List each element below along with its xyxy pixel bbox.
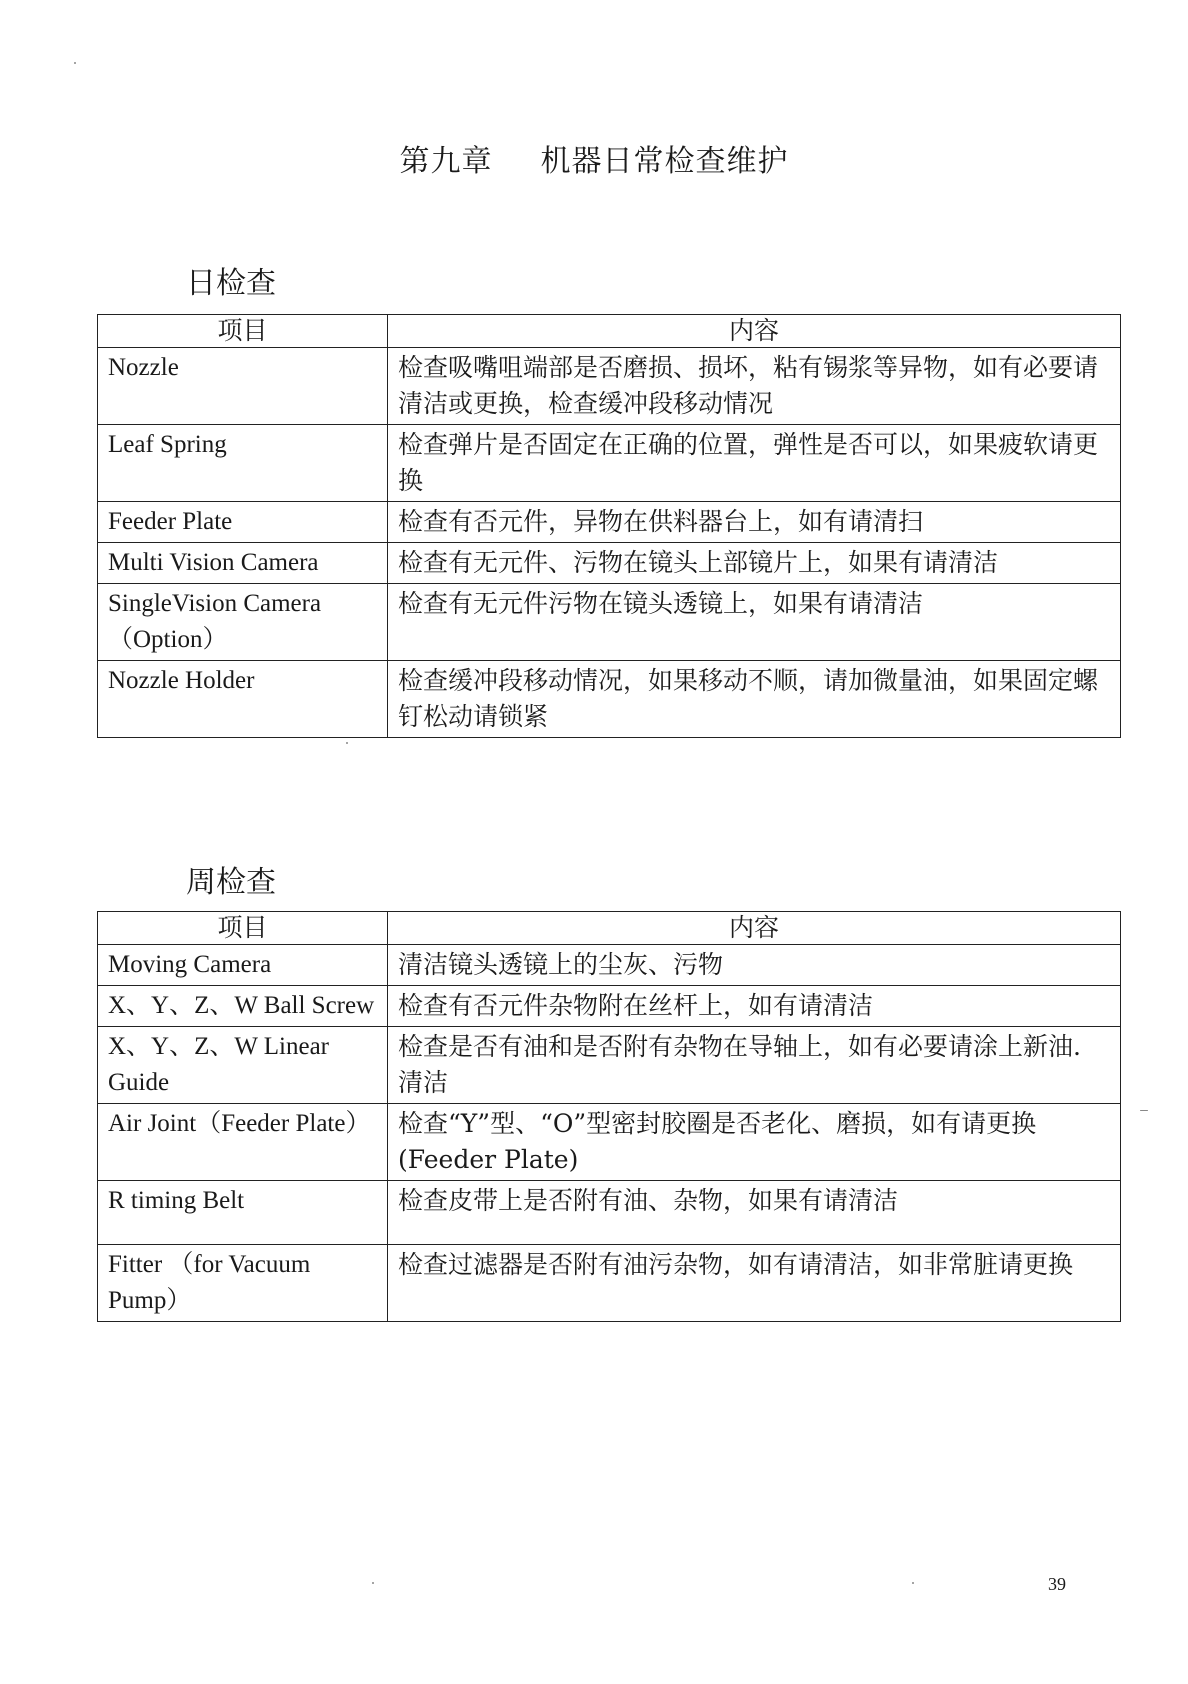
row-content: 检查弹片是否固定在正确的位置，弹性是否可以，如果疲软请更换	[388, 425, 1121, 502]
table-row	[98, 543, 1121, 584]
header-item: 项目	[98, 912, 388, 945]
row-item: R timing Belt	[98, 1181, 388, 1245]
page-number: 39	[1048, 1574, 1066, 1594]
chapter-name: 机器日常检查维护	[540, 144, 789, 179]
row-item: SingleVision Camera（Option）	[98, 584, 388, 661]
table-row	[98, 661, 1121, 738]
row-content: 检查皮带上是否附有油、杂物，如果有请清洁	[388, 1181, 1121, 1245]
daily-table	[97, 314, 1121, 738]
row-item: Feeder Plate	[98, 502, 388, 543]
table-row	[98, 1104, 1121, 1181]
row-content: 检查有否元件杂物附在丝杆上，如有请清洁	[388, 986, 1121, 1027]
row-content: 检查过滤器是否附有油污杂物，如有请清洁，如非常脏请更换	[388, 1245, 1121, 1322]
header-item: 项目	[98, 315, 388, 348]
row-content: 检查有否元件，异物在供料器台上，如有请清扫	[388, 502, 1121, 543]
daily-heading: 日检查	[186, 266, 276, 301]
row-content: 检查有无元件、污物在镜头上部镜片上，如果有请清洁	[388, 543, 1121, 584]
table-row	[98, 584, 1121, 661]
table-row	[98, 1181, 1121, 1245]
chapter-title	[0, 136, 1188, 180]
table-row	[98, 425, 1121, 502]
table-row	[98, 348, 1121, 425]
row-item: Moving Camera	[98, 945, 388, 986]
row-item: Multi Vision Camera	[98, 543, 388, 584]
chapter-number: 第九章	[399, 144, 493, 179]
table-row	[98, 945, 1121, 986]
table-row	[98, 986, 1121, 1027]
row-item: X、Y、Z、W Ball Screw	[98, 986, 388, 1027]
row-content: 清洁镜头透镜上的尘灰、污物	[388, 945, 1121, 986]
row-content: 检查吸嘴咀端部是否磨损、损坏，粘有锡浆等异物，如有必要请清洁或更换，检查缓冲段移动情况	[388, 348, 1121, 425]
row-content: 检查有无元件污物在镜头透镜上，如果有请清洁	[388, 584, 1121, 661]
scan-speck	[912, 1582, 914, 1584]
table-row	[98, 1027, 1121, 1104]
row-content: 检查缓冲段移动情况，如果移动不顺，请加微量油，如果固定螺钉松动请锁紧	[388, 661, 1121, 738]
row-item: Nozzle Holder	[98, 661, 388, 738]
weekly-table	[97, 911, 1121, 1322]
scan-speck	[74, 62, 76, 64]
header-content: 内容	[388, 315, 1121, 348]
table-row	[98, 502, 1121, 543]
scan-speck	[372, 1582, 374, 1584]
header-content: 内容	[388, 912, 1121, 945]
row-item: Fitter （for Vacuum Pump）	[98, 1245, 388, 1322]
row-content: 检查“Y”型、“O”型密封胶圈是否老化、磨损，如有请更换 (Feeder Plate)	[388, 1104, 1121, 1181]
row-item: Nozzle	[98, 348, 388, 425]
scan-speck	[346, 742, 348, 744]
table-header-row	[98, 912, 1121, 945]
scan-speck	[1140, 1110, 1148, 1111]
table-header-row	[98, 315, 1121, 348]
row-item: Air Joint（Feeder Plate）	[98, 1104, 388, 1181]
weekly-heading: 周检查	[186, 865, 276, 900]
row-content: 检查是否有油和是否附有杂物在导轴上，如有必要请涂上新油. 清洁	[388, 1027, 1121, 1104]
table-row	[98, 1245, 1121, 1322]
row-item: X、Y、Z、W Linear Guide	[98, 1027, 388, 1104]
row-item: Leaf Spring	[98, 425, 388, 502]
